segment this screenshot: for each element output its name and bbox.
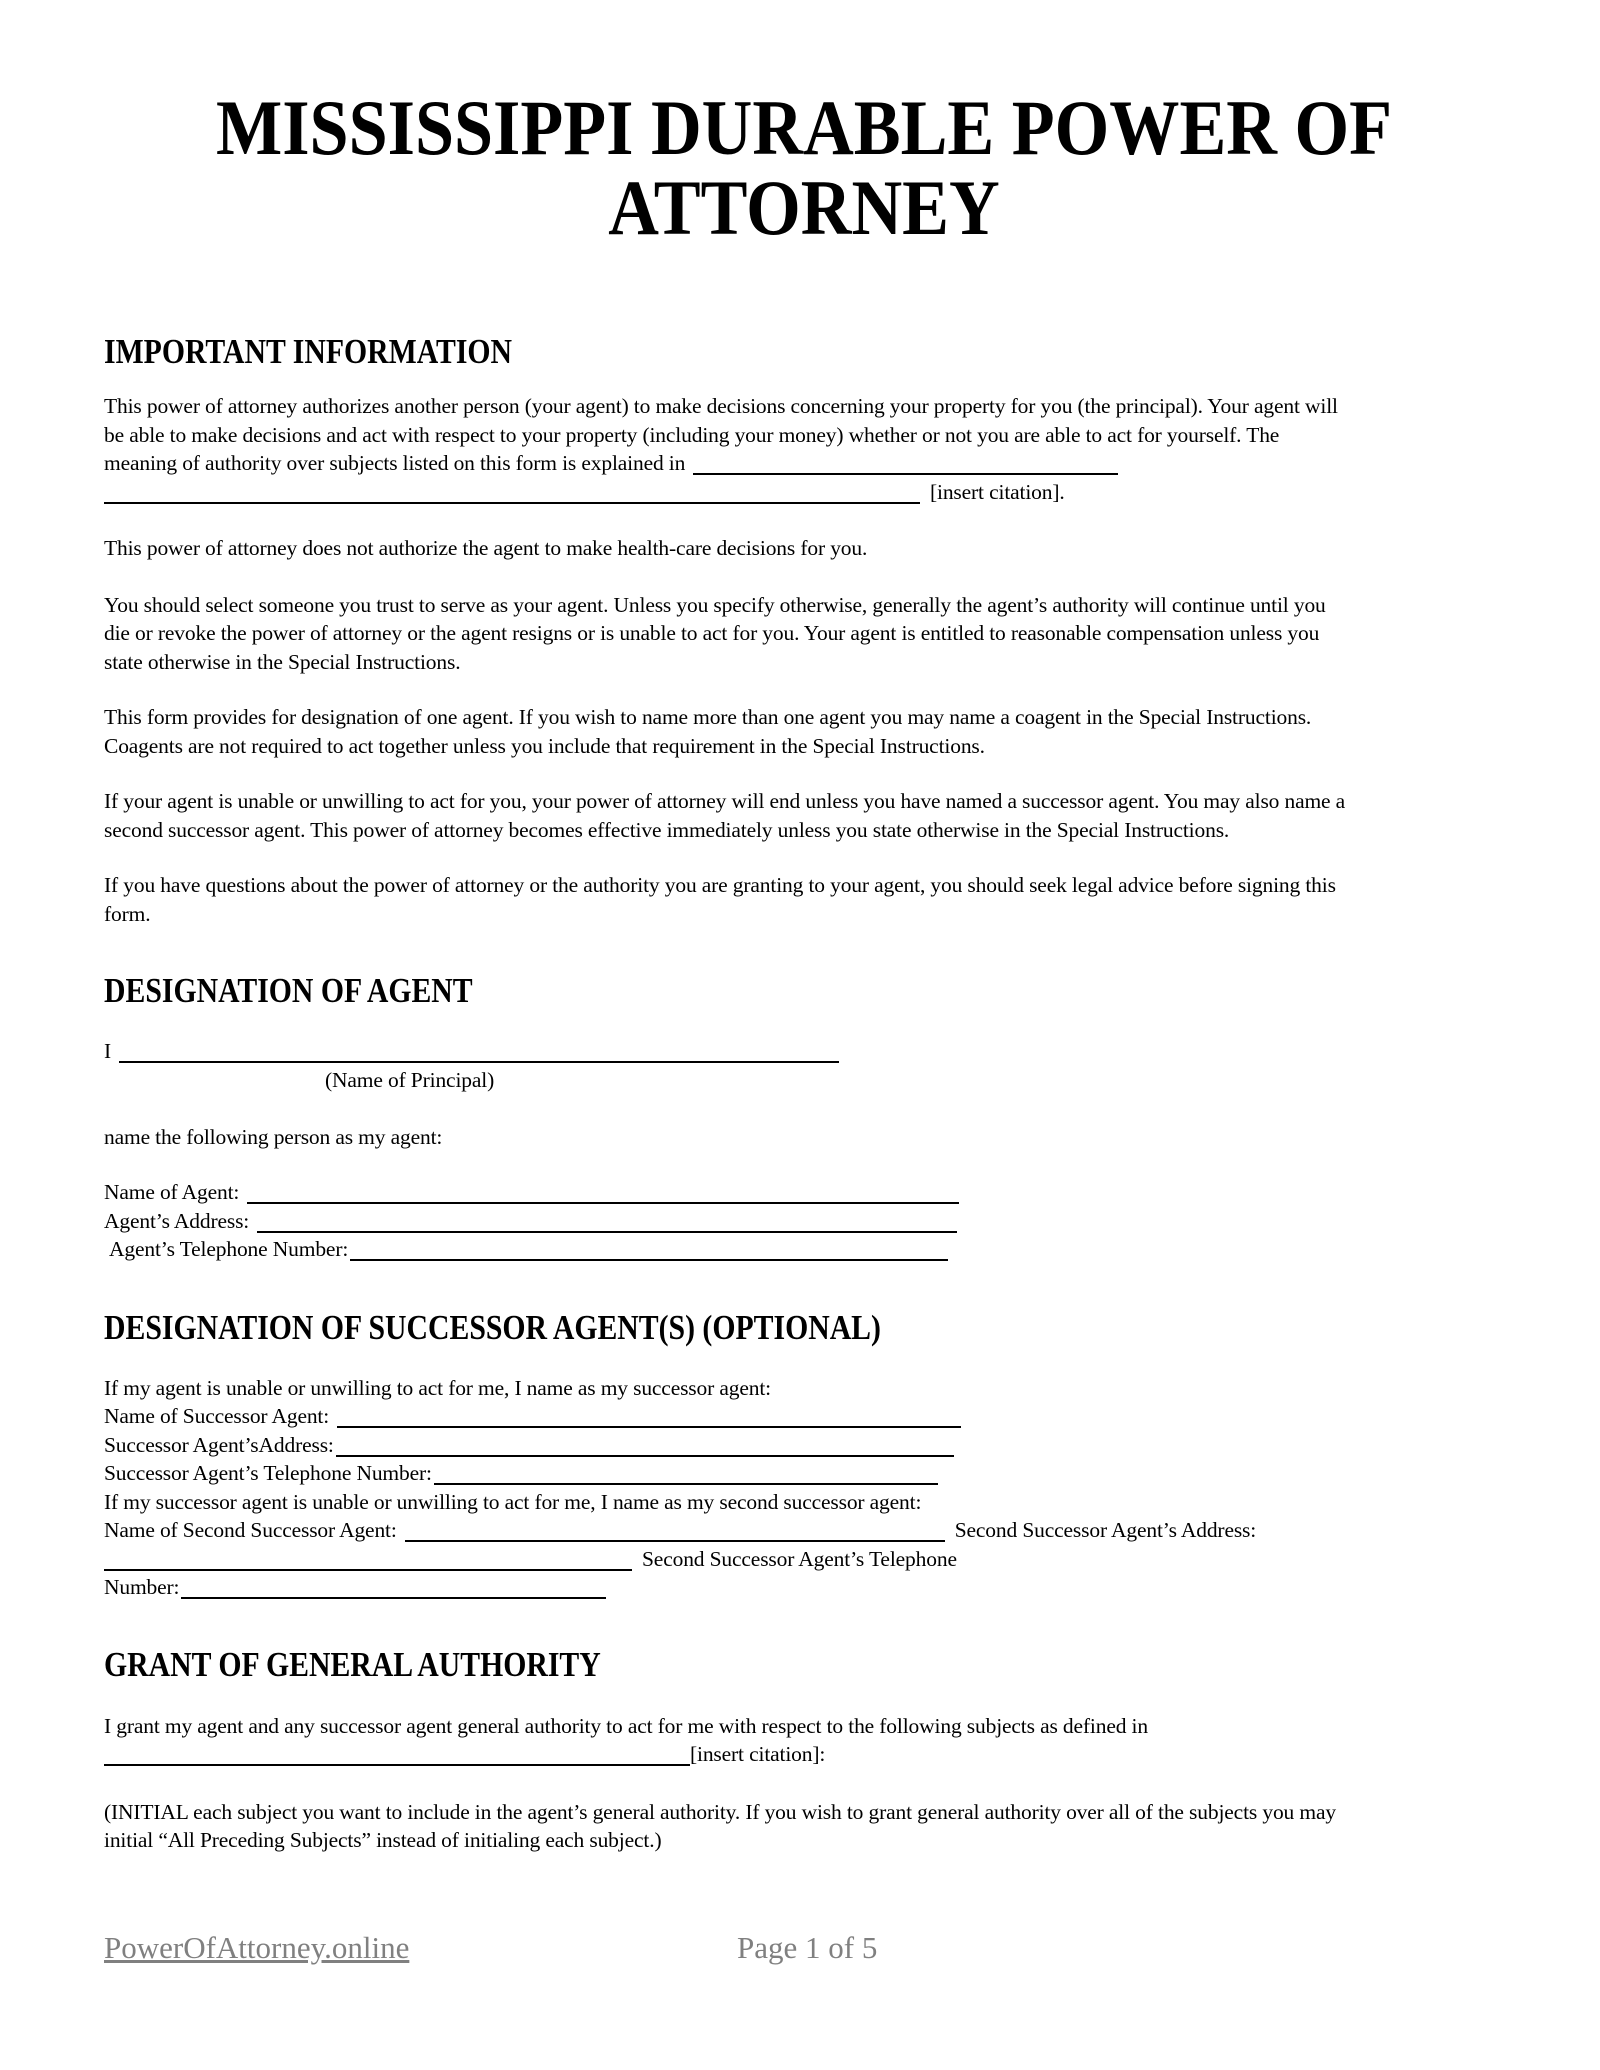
principal-name-blank: [119, 1040, 839, 1064]
successor-name-row: [104, 1402, 1504, 1431]
principal-name-row: [104, 1037, 1504, 1066]
grant-citation-row: [104, 1740, 1504, 1769]
principal-prefix-text: I: [104, 1039, 112, 1063]
section-heading-designation-of-successor-agents: DESIGNATION OF SUCCESSOR AGENT(S) (OPTIONAL): [104, 1307, 881, 1347]
successor-name-blank: [337, 1405, 961, 1429]
successor-address-blank: [336, 1433, 954, 1457]
paragraph-line: die or revoke the power of attorney or the agent resigns or is unable to act for you. Your agent is entitled to reasonable compensation unless you: [104, 621, 1320, 645]
document-title: [104, 84, 1504, 251]
paragraph-coagents: [104, 703, 1504, 760]
paragraph-line: If your agent is unable or unwilling to act for you, your power of attorney will end unless you have named a successor agent. You may also name a: [104, 789, 1346, 813]
paragraph-legal-advice: [104, 871, 1504, 928]
second-successor-address-row: [104, 1545, 1504, 1574]
paragraph-line: second successor agent. This power of attorney becomes effective immediately unless you state otherwise in the Special Instructions.: [104, 817, 1230, 842]
paragraph-line: [104, 449, 1504, 478]
agent-address-label: Agent’s Address:: [104, 1208, 250, 1233]
section-heading-grant-of-general-authority: GRANT OF GENERAL AUTHORITY: [104, 1644, 601, 1684]
successor-fields: [104, 1374, 1504, 1602]
document-title-line1: MISSISSIPPI DURABLE POWER OF: [215, 84, 1393, 171]
agent-address-blank: [257, 1209, 957, 1233]
paragraph-line: You should select someone you trust to serve as your agent. Unless you specify otherwise, generally the agent’s authority will continue until you: [104, 592, 1326, 617]
paragraph-line: Coagents are not required to act together unless you include that requirement in the Special Instructions.: [104, 733, 985, 758]
agent-name-row: [104, 1178, 1504, 1207]
second-successor-address-blank: [104, 1547, 632, 1571]
citation-blank-line-1: [693, 452, 1118, 476]
second-successor-phone-label-part1: Second Successor Agent’s Telephone: [642, 1546, 957, 1571]
agent-name-label: Name of Agent:: [104, 1180, 240, 1204]
paragraph-line: state otherwise in the Special Instructions.: [104, 649, 461, 674]
successor-address-label: Successor Agent’sAddress:: [104, 1432, 334, 1457]
paragraph-healthcare-note: [104, 534, 1504, 563]
initial-instructions-paragraph: [104, 1798, 1504, 1855]
paragraph-line: [104, 478, 1504, 507]
paragraph-line: If you have questions about the power of attorney or the authority you are granting to your agent, you should seek legal advice before signing this: [104, 873, 1336, 897]
footer-page-number: Page 1 of 5: [737, 1930, 878, 1965]
insert-citation-text: [insert citation].: [930, 479, 1065, 504]
successor-phone-label: Successor Agent’s Telephone Number:: [104, 1461, 432, 1485]
section-heading-designation-of-agent: DESIGNATION OF AGENT: [104, 971, 473, 1010]
paragraph-line: form.: [104, 901, 151, 926]
agent-phone-label: Agent’s Telephone Number:: [109, 1237, 349, 1261]
section-heading-important-information: IMPORTANT INFORMATION: [104, 332, 513, 371]
agent-name-blank: [247, 1181, 959, 1205]
principal-caption-row: [104, 1066, 1504, 1095]
paragraph-successor-note: [104, 787, 1504, 844]
paragraph-line: This form provides for designation of one agent. If you wish to name more than one agent you may name a coagent in the Special Instructions.: [104, 705, 1312, 729]
second-successor-intro-row: If my successor agent is unable or unwilling to act for me, I name as my second successor agent:: [104, 1489, 922, 1514]
grant-citation-text: [insert citation]:: [690, 1742, 826, 1766]
agent-fields: [104, 1178, 1504, 1264]
agent-phone-row: [109, 1235, 1504, 1264]
paragraph-line: (INITIAL each subject you want to include in the agent’s general authority. If you wish to grant general authority over all of the subjects you may: [104, 1799, 1336, 1824]
successor-name-label: Name of Successor Agent:: [104, 1404, 330, 1428]
paragraph-line: This power of attorney does not authorize the agent to make health-care decisions for you.: [104, 536, 868, 560]
successor-intro-row: If my agent is unable or unwilling to act for me, I name as my successor agent:: [104, 1375, 771, 1400]
second-successor-phone-blank: [181, 1576, 606, 1600]
name-of-principal-caption: (Name of Principal): [325, 1067, 495, 1092]
successor-phone-row: [104, 1459, 1504, 1488]
agent-address-row: [104, 1207, 1504, 1236]
second-successor-name-blank: [405, 1519, 945, 1543]
paragraph-line: initial “All Preceding Subjects” instead of initialing each subject.): [104, 1828, 662, 1852]
agent-intro-row: name the following person as my agent:: [104, 1125, 443, 1149]
successor-phone-blank: [434, 1462, 938, 1486]
paragraph-line: I grant my agent and any successor agent general authority to act for me with respect to the following subjects as defined in: [104, 1713, 1148, 1738]
second-successor-address-label: Second Successor Agent’s Address:: [954, 1518, 1257, 1542]
second-successor-name-label: Name of Second Successor Agent:: [104, 1518, 397, 1542]
citation-blank-line-2: [104, 480, 920, 504]
paragraph-select-agent: [104, 591, 1504, 677]
grant-citation-blank: [104, 1743, 690, 1767]
paragraph-authorization: [104, 392, 1504, 506]
second-successor-name-row: [104, 1516, 1504, 1545]
second-successor-phone-label-part2: Number:: [104, 1575, 180, 1599]
successor-address-row: [104, 1431, 1504, 1460]
document-title-line2: ATTORNEY: [608, 164, 1000, 251]
grant-intro-paragraph: [104, 1712, 1504, 1769]
explained-in-text: meaning of authority over subjects listed on this form is explained in: [104, 451, 686, 475]
paragraph-line: This power of attorney authorizes another person (your agent) to make decisions concerning your property for you (the principal). Your agent will: [104, 394, 1338, 418]
footer-website-link[interactable]: PowerOfAttorney.online: [104, 1930, 410, 1965]
second-successor-phone-row: [104, 1573, 1504, 1602]
paragraph-line: be able to make decisions and act with respect to your property (including your money) whether or not you are able to act for yourself. The: [104, 422, 1280, 447]
agent-phone-blank: [350, 1238, 948, 1262]
